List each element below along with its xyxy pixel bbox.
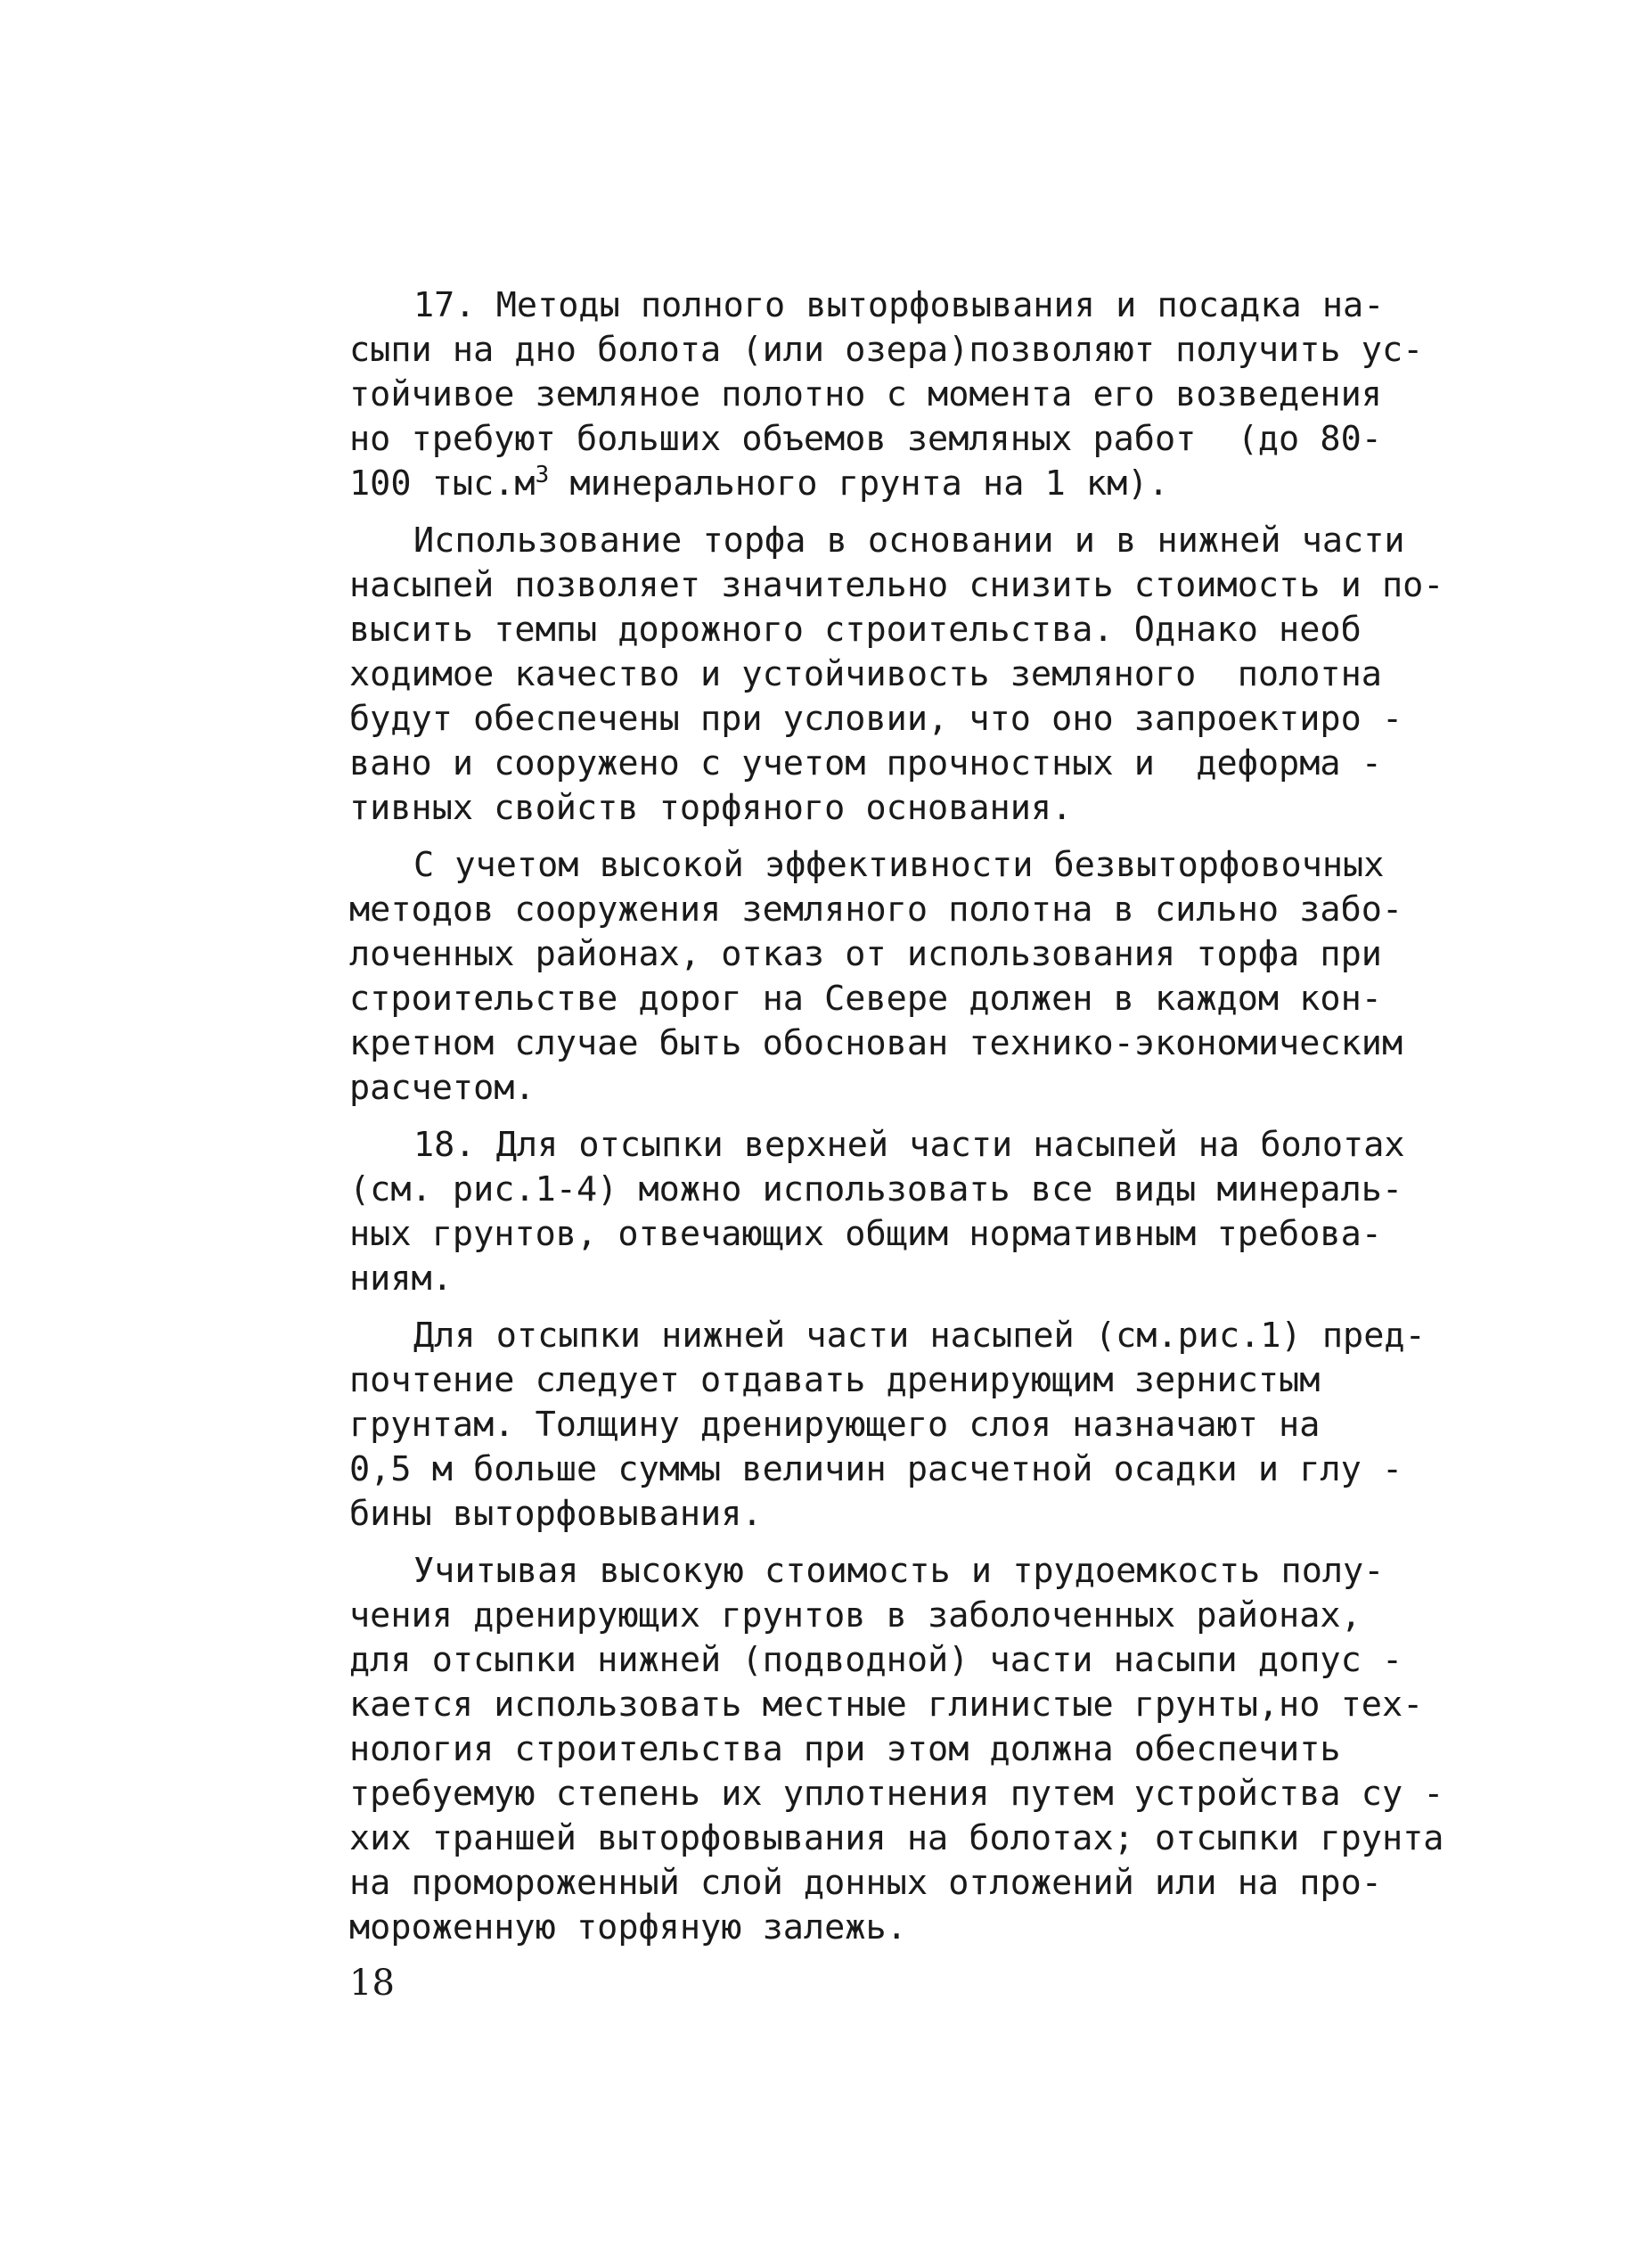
text-line: хих траншей выторфовывания на болотах; отсыпки грунта: [349, 1818, 1444, 1858]
text-line: ниям.: [349, 1259, 453, 1299]
text-line: методов сооружения земляного полотна в сильно забо-: [349, 890, 1403, 930]
text-line: вано и сооружено с учетом прочностных и деформа -: [349, 743, 1382, 783]
text-line: бины выторфовывания.: [349, 1494, 763, 1534]
document-body: [349, 283, 1508, 1963]
text-line: высить темпы дорожного строительства. Однако необ: [349, 610, 1362, 650]
superscript: 3: [535, 462, 550, 488]
text-line: 18. Для отсыпки верхней части насыпей на болотах: [413, 1125, 1405, 1165]
text-line: (см. рис.1-4) можно использовать все виды минераль-: [349, 1169, 1403, 1209]
text-line: Использование торфа в основании и в нижней части: [413, 521, 1405, 561]
text-line: Для отсыпки нижней части насыпей (см.рис.1) пред-: [413, 1316, 1426, 1356]
text-line: насыпей позволяет значительно снизить стоимость и по-: [349, 565, 1444, 605]
text-line: Учитывая высокую стоимость и трудоемкость полу-: [413, 1551, 1385, 1591]
text-line: строительстве дорог на Севере должен в каждом кон-: [349, 979, 1382, 1019]
text-line: лоченных районах, отказ от использования торфа при: [349, 934, 1382, 974]
paragraph-3: [349, 843, 1508, 1111]
paragraph-6: [349, 1549, 1508, 1950]
text-fragment: 100 тыс.м: [349, 463, 536, 504]
text-line: будут обеспечены при условии, что оно запроектиро -: [349, 699, 1403, 739]
text-line: на промороженный слой донных отложений или на про-: [349, 1863, 1382, 1903]
page-number: 18: [349, 1963, 395, 2004]
text-line: почтение следует отдавать дренирующим зернистым: [349, 1360, 1321, 1400]
paragraph-5: [349, 1314, 1508, 1537]
text-line: расчетом.: [349, 1068, 536, 1108]
text-line: чения дренирующих грунтов в заболоченных районах,: [349, 1595, 1362, 1636]
text-line: кается использовать местные глинистые грунты,но тех-: [349, 1685, 1424, 1725]
text-line: мороженную торфяную залежь.: [349, 1907, 907, 1947]
text-line: С учетом высокой эффективности безвыторфовочных: [413, 845, 1385, 885]
text-line: тойчивое земляное полотно с момента его возведения: [349, 374, 1382, 414]
text-line: 0,5 м больше суммы величин расчетной осадки и глу -: [349, 1449, 1403, 1489]
text-line: для отсыпки нижней (подводной) части насыпи допус -: [349, 1640, 1403, 1680]
text-line-with-superscript: [349, 462, 1508, 506]
text-line: 17. Методы полного выторфовывания и посадка на-: [413, 285, 1385, 325]
paragraph-2: [349, 519, 1508, 831]
text-line: кретном случае быть обоснован технико-экономическим: [349, 1023, 1403, 1063]
text-fragment: минерального грунта на 1 км).: [549, 463, 1169, 504]
text-line: нология строительства при этом должна обеспечить: [349, 1729, 1341, 1769]
text-line: но требуют больших объемов земляных работ (до 80-: [349, 419, 1382, 459]
text-line: ных грунтов, отвечающих общим нормативным требова-: [349, 1214, 1382, 1254]
text-line: ходимое качество и устойчивость земляного полотна: [349, 654, 1382, 694]
text-line: грунтам. Толщину дренирующего слоя назначают на: [349, 1405, 1321, 1445]
text-line: тивных свойств торфяного основания.: [349, 788, 1073, 828]
paragraph-1: [349, 283, 1508, 506]
paragraph-4: [349, 1123, 1508, 1301]
text-line: требуемую степень их уплотнения путем устройства су -: [349, 1774, 1444, 1814]
text-line: сыпи на дно болота (или озера)позволяют получить ус-: [349, 330, 1424, 370]
